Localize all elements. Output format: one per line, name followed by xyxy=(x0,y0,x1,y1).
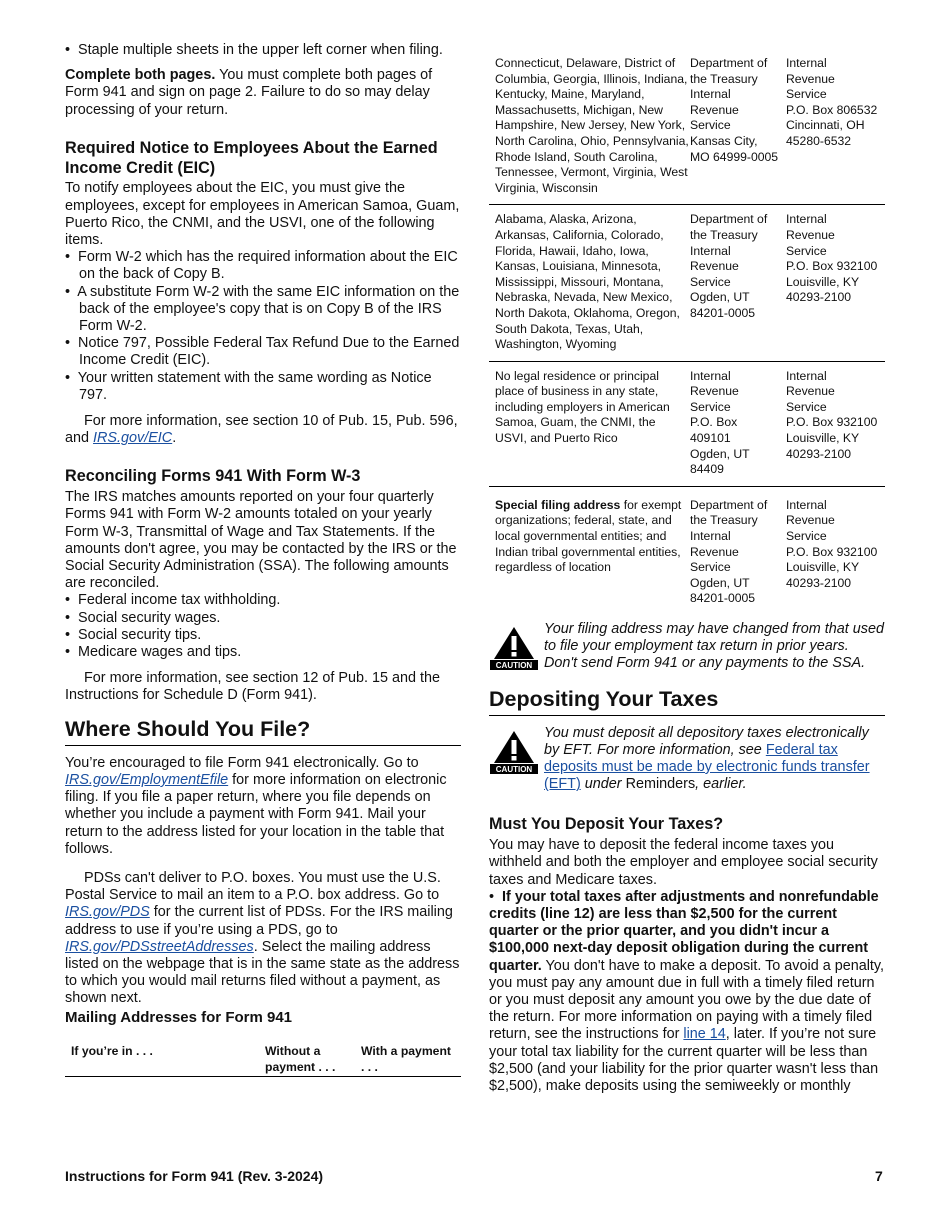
eic-bullets xyxy=(65,249,461,404)
without-payment-cell: Department of the Treasury Internal Revenue Service Ogden, UT 84201-0005 xyxy=(690,497,768,606)
staple-bullet: • Staple multiple sheets in the upper left corner when filing. xyxy=(65,42,443,58)
caution-icon xyxy=(489,625,539,671)
caution-label: CAUTION xyxy=(495,764,533,774)
list-item: • Notice 797, Possible Federal Tax Refund Due to the Earned Income Credit (EIC). xyxy=(65,335,460,369)
footer-title: Instructions for Form 941 (Rev. 3-2024) xyxy=(65,1168,324,1184)
without-payment-cell: Department of the Treasury Internal Revenue Service Ogden, UT 84201-0005 xyxy=(690,205,786,361)
caution-filing-text: Your filing address may have changed from that used to file your employment tax return in prior years. Don't send Form 941 or any payments to the SSA. xyxy=(544,621,884,672)
list-item: • Medicare wages and tips. xyxy=(65,644,242,661)
eic-intro: To notify employees about the EIC, you must give the employees, except for employees in American Samoa, Guam, Puerto Rico, the CNMI, and the USVI, one of the following items. xyxy=(65,180,460,249)
address-table-header xyxy=(65,1043,461,1077)
list-item: • A substitute Form W-2 with the same EIC information on the back of the employee's copy that is on Copy B of the IRS Form W-2. xyxy=(65,283,460,335)
page-number: 7 xyxy=(875,1168,883,1184)
recon-more-info: For more information, see section 12 of Pub. 15 and the Instructions for Schedule D (Form 941). xyxy=(65,670,440,704)
eft-link[interactable]: Federal tax deposits must be made by electronic funds transfer (EFT) xyxy=(544,741,870,793)
left-column xyxy=(65,42,461,1077)
must-deposit-heading: Must You Deposit Your Taxes? xyxy=(489,815,724,834)
location-cell: No legal residence or principal place of business in any state, including employers in American Samoa, Guam, the CNMI, the USVI, and Puerto Rico xyxy=(489,361,690,486)
list-item: • Social security tips. xyxy=(65,626,202,643)
col-header-without-payment: Without a payment . . . xyxy=(265,1044,336,1075)
pds-street-addresses-link[interactable]: IRS.gov/PDSstreetAddresses xyxy=(65,938,254,955)
caution-filing-address xyxy=(489,621,885,673)
complete-text: You must complete both pages of Form 941 and sign on page 2. Failure to do so may delay processing of your return. xyxy=(65,67,433,118)
where-file-heading: Where Should You File? xyxy=(65,717,461,746)
recon-heading: Reconciling Forms 941 With Form W-3 xyxy=(65,467,361,486)
with-payment-cell: Internal Revenue Service P.O. Box 932100 Louisville, KY 40293-2100 xyxy=(786,361,885,486)
mailing-address-table xyxy=(489,49,885,615)
with-payment-cell: Internal Revenue Service P.O. Box 932100 Louisville, KY 40293-2100 xyxy=(786,205,885,361)
employment-efile-link[interactable]: IRS.gov/EmploymentEfile xyxy=(65,771,229,788)
without-payment-cell: Internal Revenue Service P.O. Box 409101 Ogden, UT 84409 xyxy=(690,361,786,486)
line-14-link[interactable]: line 14 xyxy=(683,1026,726,1043)
col-header-with-payment: With a payment . . . xyxy=(361,1044,451,1075)
complete-both-pages xyxy=(65,67,461,119)
caution-label: CAUTION xyxy=(495,661,533,671)
list-item: • Federal income tax withholding. xyxy=(65,592,281,609)
caution-eft-text: You must deposit all depository taxes electronically by EFT. For more information, see Federal tax deposits must be made by electronic funds transfer (EFT) under Reminders, earlier. xyxy=(544,724,870,793)
must-deposit-intro: You may have to deposit the federal income taxes you withheld and both the employer and employee social security taxes and Medicare taxes. xyxy=(489,837,878,888)
table-row xyxy=(489,361,885,486)
irs-eic-link[interactable]: IRS.gov/EIC xyxy=(93,430,173,447)
where-p2: PDSs can't deliver to P.O. boxes. You must use the U.S. Postal Service to mail an item to a P.O. box address. Go to IRS.gov/PDS for the current list of PDSs. For the IRS mailing address to use if you’re using a PDS, go to IRS.gov/PDSstreetAddresses. Select the mailing address listed on the webpage that is in the same state as the address to which you would mail returns filed without a payment, as shown next. xyxy=(65,869,460,1007)
without-payment-cell: Department of the Treasury Internal Revenue Service Kansas City, MO 64999-0005 xyxy=(690,49,786,205)
list-item: • Form W-2 which has the required information about the EIC on the back of Copy B. xyxy=(65,249,458,283)
location-cell: Connecticut, Delaware, District of Columbia, Georgia, Illinois, Indiana, Kentucky, Maine, Maryland, Massachusetts, Michigan, New Hampshire, New Jersey, New York, North Carolina, Ohio, Pennsylvania, Rhode Island, South Carolina, Tennessee, Vermont, Virginia, West Virginia, Wisconsin xyxy=(489,49,690,205)
list-item: • Social security wages. xyxy=(65,609,221,626)
list-item: • Your written statement with the same wording as Notice 797. xyxy=(65,369,432,403)
staple-text: Staple multiple sheets in the upper left corner when filing. xyxy=(78,42,443,58)
table-row xyxy=(489,205,885,361)
mailing-addresses-heading: Mailing Addresses for Form 941 xyxy=(65,1008,293,1026)
col-header-location: If you’re in . . . xyxy=(71,1044,153,1059)
caution-eft xyxy=(489,725,885,794)
recon-intro: The IRS matches amounts reported on your four quarterly Forms 941 with Form W-2 amounts totaled on your yearly Form W-3, Transmittal of Wage and Tax Statements. If the amounts don't agree, you may be contacted by the IRS or the Social Security Administration (SSA). The following amounts are reconciled. xyxy=(65,489,457,592)
with-payment-cell: Internal Revenue Service P.O. Box 806532 Cincinnati, OH 45280-6532 xyxy=(786,49,885,205)
complete-lead: Complete both pages. xyxy=(65,67,216,84)
depositing-heading: Depositing Your Taxes xyxy=(489,687,885,716)
table-row xyxy=(489,486,885,615)
deposit-bullet: • If your total taxes after adjustments and nonrefundable credits (line 12) are less than $2,500 for the current quarter or the prior quarter, and you didn't incur a $100,000 next-day deposit obligation during the current quarter. You don't have to make a deposit. To avoid a penalty, you must pay any amount due in full with a timely filed return or you must deposit any amount you owe by the due date of the return. For more information on paying with a timely filed return, see the instructions for line 14, later. If you’re not sure your total tax liability for the current quarter will be less than $2,500 (and your liability for the prior quarter wasn't less than $2,500), make deposits using the semiweekly or monthly xyxy=(489,888,885,1095)
recon-bullets xyxy=(65,592,461,661)
location-cell: Alabama, Alaska, Arizona, Arkansas, California, Colorado, Florida, Hawaii, Idaho, Iowa, Kansas, Louisiana, Minnesota, Mississippi, Missouri, Montana, Nebraska, Nevada, New Mexico, North Dakota, Oklahoma, Oregon, South Dakota, Texas, Utah, Washington, Wyoming xyxy=(489,205,690,361)
where-p1: You’re encouraged to file Form 941 electronically. Go to IRS.gov/EmploymentEfile for more information on electronic filing. If you file a paper return, where you file depends on whether you include a payment with Form 941. Mail your return to the address listed for your location in the table that follows. xyxy=(65,754,447,857)
with-payment-cell: Internal Revenue Service P.O. Box 932100 Louisville, KY 40293-2100 xyxy=(786,497,878,590)
eic-heading: Required Notice to Employees About the Earned Income Credit (EIC) xyxy=(65,138,438,177)
irs-pds-link[interactable]: IRS.gov/PDS xyxy=(65,904,150,921)
eic-more-info: For more information, see section 10 of Pub. 15, Pub. 596, and IRS.gov/EIC. xyxy=(65,413,458,447)
location-cell: Special filing address for exempt organizations; federal, state, and local governmental entities; and Indian tribal governmental entities, regardless of location xyxy=(495,497,682,575)
right-column xyxy=(489,49,885,1095)
caution-icon xyxy=(489,729,539,775)
table-row xyxy=(489,49,885,205)
